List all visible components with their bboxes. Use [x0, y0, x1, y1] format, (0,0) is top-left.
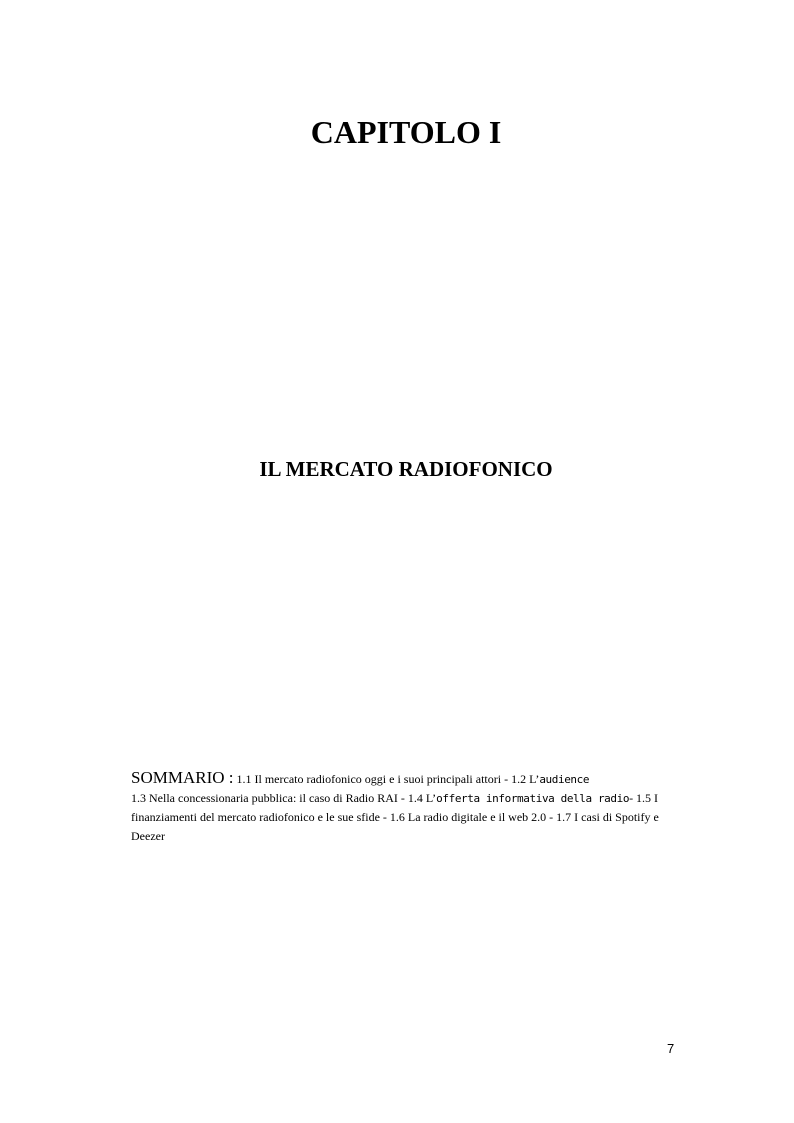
summary-label: SOMMARIO : — [131, 768, 234, 787]
page-number: 7 — [667, 1041, 675, 1056]
summary-term-offerta: offerta informativa della radio — [436, 792, 630, 805]
summary-term-audience: audience — [539, 773, 590, 786]
section-title: IL MERCATO RADIOFONICO — [259, 457, 553, 481]
summary-text-part-2: 1.3 Nella concessionaria pubblica: il caso di Radio RAI - 1.4 L’ — [131, 791, 437, 805]
summary-text-part-3: - 1.5 I finanziamenti del mercato radiofonico e le sue sfide - 1.6 La radio digitale e il web 2.0 - 1.7 I casi di Spotify e Deezer — [131, 791, 659, 843]
summary-text-part-1: 1.1 Il mercato radiofonico oggi e i suoi principali attori - 1.2 L’ — [233, 772, 540, 786]
chapter-title: CAPITOLO I — [310, 114, 502, 150]
summary-paragraph — [131, 768, 679, 846]
